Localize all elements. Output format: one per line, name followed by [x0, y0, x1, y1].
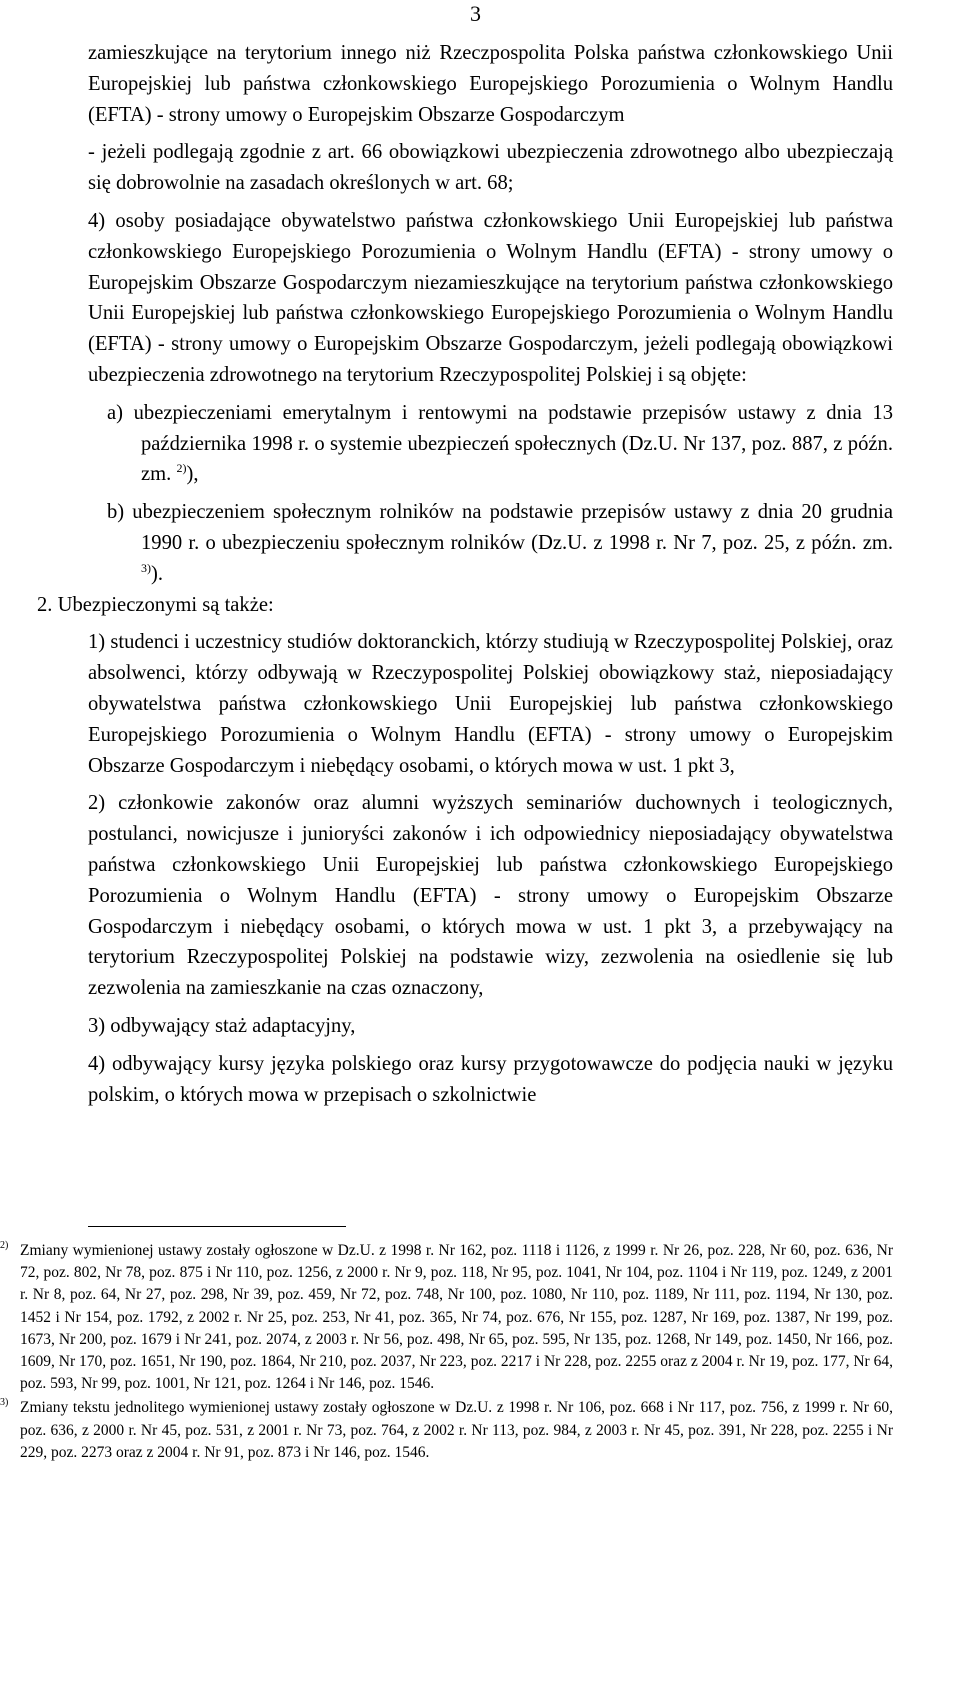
footnote-2-text: Zmiany wymienionej ustawy zostały ogłoszone w Dz.U. z 1998 r. Nr 162, poz. 1118 i 1126, z 1999 r. Nr 26, poz. 228, Nr 60, poz. 636, Nr 72, poz. 802, Nr 78, poz. 875 i Nr 110, poz. 1256, z 2000 r. Nr 9, poz. 118, Nr 95, poz. 1041, Nr 104, poz. 1104 i Nr 119, poz. 1249, z 2001 r. Nr 8, poz. 64, Nr 27, poz. 298, Nr 39, poz. 459, Nr 72, poz. 748, Nr 100, poz. 1080, Nr 110, poz. 1189, Nr 111, poz. 1194, Nr 130, poz. 1452 i Nr 154, poz. 1792, z 2002 r. Nr 25, poz. 253, Nr 41, poz. 365, Nr 74, poz. 676, Nr 155, poz. 1287, Nr 169, poz. 1387, Nr 199, poz. 1673, Nr 200, poz. 1679 i Nr 241, poz. 2074, z 2003 r. Nr 56, poz. 498, Nr 65, poz. 595, Nr 135, poz. 1268, Nr 149, poz. 1450, Nr 166, poz. 1609, Nr 170, poz. 1651, Nr 190, poz. 1864, Nr 210, poz. 2037, Nr 223, poz. 2217 i Nr 228, poz. 2255 oraz z 2004 r. Nr 19, poz. 177, Nr 64, poz. 593, Nr 99, poz. 1001, Nr 121, poz. 1264 i Nr 146, poz. 1546.: [20, 1242, 893, 1393]
subpoint-a-tail: ),: [186, 463, 199, 486]
footnote-3-text: Zmiany tekstu jednolitego wymienionej ustawy zostały ogłoszone w Dz.U. z 1998 r. Nr 106, poz. 668 i Nr 117, poz. 756, z 1999 r. Nr 60, poz. 636, z 2000 r. Nr 45, poz. 531, z 2001 r. Nr 73, poz. 764, z 2002 r. Nr 113, poz. 984, z 2003 r. Nr 45, poz. 391, Nr 228, poz. 2255 i Nr 229, poz. 2273 oraz z 2004 r. Nr 91, poz. 873 i Nr 146, poz. 1546.: [20, 1399, 893, 1461]
footnote-separator: [88, 1226, 346, 1227]
list-item-3: 3) odbywający staż adaptacyjny,: [88, 1014, 356, 1037]
subpoint-a: [88, 398, 893, 490]
footnote-2-mark: 2): [0, 1240, 9, 1251]
subpoint-b-text: b) ubezpieczeniem społecznym rolników na podstawie przepisów ustawy z dnia 20 grudnia 1990 r. o ubezpieczeniu społecznym rolników (Dz.U. z 1998 r. Nr 7, poz. 25, z późn. zm.: [107, 501, 893, 554]
list-item-2: 2) członkowie zakonów oraz alumni wyższych seminariów duchownych i teologicznych, postulanci, nowicjusze i junioryści zakonów i ich odpowiednicy nieposiadający obywatelstwa państwa członkowskiego Unii Europejskiej lub państwa członkowskiego Europejskiego Porozumienia o Wolnym Handlu (EFTA) - strony umowy o Europejskim Obszarze Gospodarczym i niebędący osobami, o których mowa w ust. 1 pkt 3, a przebywający na terytorium Rzeczypospolitej Polskiej na podstawie wizy, zezwolenia na osiedlenie się lub zezwolenia na zamieszkanie na czas oznaczony,: [88, 792, 893, 1000]
page-number: 3: [470, 1, 481, 26]
list-item-4: 4) odbywający kursy języka polskiego oraz kursy przygotowawcze do podjęcia nauki w języku polskim, o których mowa w przepisach o szkolnictwie: [88, 1052, 893, 1106]
main-text: [37, 38, 893, 1110]
section-2-heading: 2. Ubezpieczonymi są także:: [37, 593, 274, 616]
footnote-ref-3: 3): [141, 560, 151, 575]
subpoint-b: [88, 497, 893, 589]
footnotes: [0, 1240, 893, 1466]
list-item-1: 1) studenci i uczestnicy studiów doktoranckich, którzy studiują w Rzeczypospolitej Polskiej, oraz absolwenci, którzy odbywają w Rzeczypospolitej Polskiej obowiązkowy staż, nieposiadający obywatelstwa państwa członkowskiego Unii Europejskiej lub państwa członkowskiego Europejskiego Porozumienia o Wolnym Handlu (EFTA) - strony umowy o Europejskim Obszarze Gospodarczym i niebędący osobami, o których mowa w ust. 1 pkt 3,: [88, 631, 893, 777]
paragraph-point-4: 4) osoby posiadające obywatelstwo państwa członkowskiego Unii Europejskiej lub państwa członkowskiego Europejskiego Porozumienia o Wolnym Handlu (EFTA) - strony umowy o Europejskim Obszarze Gospodarczym niezamieszkujące na terytorium państwa członkowskiego Unii Europejskiej lub państwa członkowskiego Europejskiego Porozumienia o Wolnym Handlu (EFTA) - strony umowy o Europejskim Obszarze Gospodarczym, jeżeli podlegają obowiązkowi ubezpieczenia zdrowotnego na terytorium Rzeczypospolitej Polskiej i są objęte:: [88, 209, 893, 386]
paragraph-continuation: zamieszkujące na terytorium innego niż Rzeczpospolita Polska państwa członkowskiego Unii Europejskiej lub państwa członkowskiego Europejskiego Porozumienia o Wolnym Handlu (EFTA) - strony umowy o Europejskim Obszarze Gospodarczym: [88, 42, 893, 126]
subpoint-b-tail: ).: [151, 562, 164, 585]
footnote-3: [0, 1397, 893, 1464]
footnote-3-mark: 3): [0, 1397, 9, 1409]
footnote-ref-2: 2): [176, 461, 187, 476]
paragraph-condition: - jeżeli podlegają zgodnie z art. 66 obowiązkowi ubezpieczenia zdrowotnego albo ubezpieczają się dobrowolnie na zasadach określonych w art. 68;: [88, 141, 893, 195]
footnote-2: [0, 1240, 893, 1395]
subpoint-a-text: a) ubezpieczeniami emerytalnym i rentowymi na podstawie przepisów ustawy z dnia 13 października 1998 r. o systemie ubezpieczeń społecznych (Dz.U. Nr 137, poz. 887, z późn. zm.: [107, 401, 893, 486]
